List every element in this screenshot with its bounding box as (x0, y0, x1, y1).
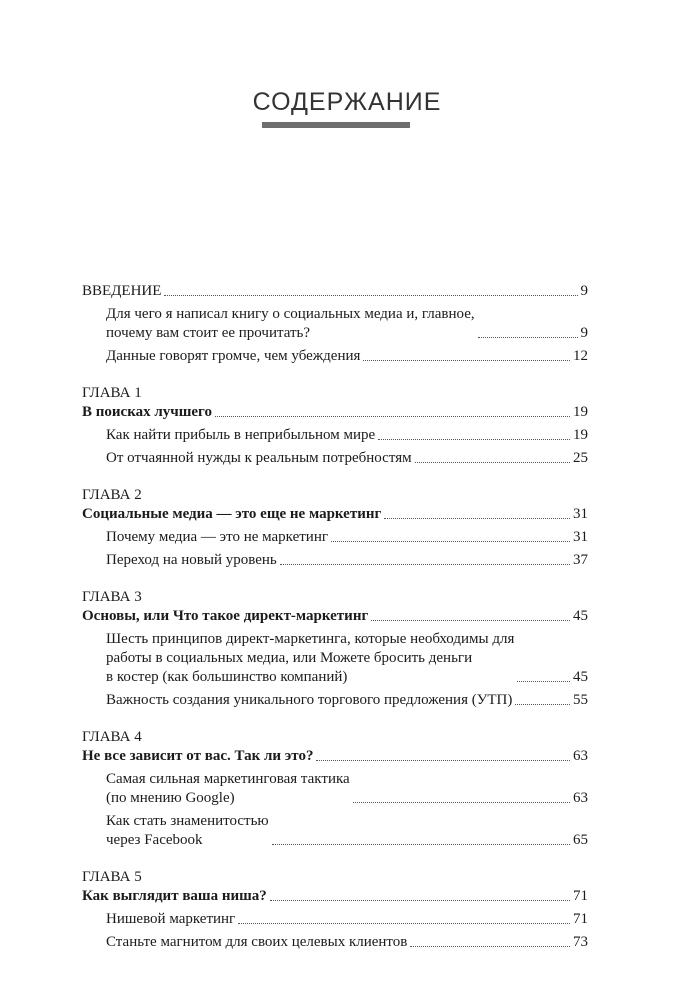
page-title: СОДЕРЖАНИЕ (252, 88, 442, 116)
dot-leader (238, 923, 570, 924)
dot-leader (270, 900, 570, 901)
page-number: 25 (573, 450, 588, 466)
entry-title: Для чего я написал книгу о социальных медиа и, главное, почему вам стоит ее прочитать? (106, 306, 475, 341)
page-number: 19 (573, 427, 588, 443)
entry-title: Нишевой маркетинг (106, 911, 236, 927)
toc-entry-chapter-1[interactable] (82, 403, 588, 422)
entry-title: Как выглядит ваша ниша? (82, 888, 267, 904)
dot-leader (478, 337, 578, 338)
entry-title: ВВЕДЕНИЕ (82, 283, 162, 299)
chapter-label: ГЛАВА 5 (82, 869, 142, 885)
page-number: 63 (573, 748, 588, 764)
page-number: 71 (573, 888, 588, 904)
entry-title: От отчаянной нужды к реальным потребностям (106, 450, 412, 466)
title-underline-bar (262, 122, 410, 128)
entry-title: Шесть принципов директ-маркетинга, которые необходимы для работы в социальных медиа, или Можете бросить деньги в костер (как большинство компаний) (106, 631, 515, 685)
toc-subentry[interactable] (82, 305, 588, 343)
toc-entry-intro[interactable] (82, 282, 588, 301)
toc-subentry[interactable] (82, 551, 588, 570)
entry-title: Как найти прибыль в неприбыльном мире (106, 427, 376, 443)
toc-entry-chapter-5[interactable] (82, 887, 588, 906)
toc-subentry[interactable] (82, 347, 588, 366)
dot-leader (215, 416, 570, 417)
toc-entry-chapter-3[interactable] (82, 607, 588, 626)
toc-subentry[interactable] (82, 449, 588, 468)
page-number: 37 (573, 552, 588, 568)
entry-title: Важность создания уникального торгового предложения (УТП) (106, 692, 513, 708)
page-number: 9 (580, 283, 588, 299)
page-number: 55 (573, 692, 588, 708)
page-number: 9 (580, 325, 588, 341)
dot-leader (517, 681, 570, 682)
toc-entry-chapter-4[interactable] (82, 747, 588, 766)
toc-subentry[interactable] (82, 630, 588, 687)
chapter-label: ГЛАВА 4 (82, 729, 142, 745)
dot-leader (384, 518, 570, 519)
dot-leader (371, 620, 570, 621)
toc-subentry[interactable] (82, 528, 588, 547)
entry-title: Станьте магнитом для своих целевых клиентов (106, 934, 408, 950)
dot-leader (353, 802, 570, 803)
dot-leader (515, 704, 570, 705)
dot-leader (378, 439, 570, 440)
entry-title: Основы, или Что такое директ-маркетинг (82, 608, 369, 624)
dot-leader (415, 462, 570, 463)
chapter-label: ГЛАВА 1 (82, 385, 142, 401)
page-number: 45 (573, 669, 588, 685)
dot-leader (363, 360, 570, 361)
toc-subentry[interactable] (82, 933, 588, 952)
toc-subentry[interactable] (82, 426, 588, 445)
dot-leader (316, 760, 570, 761)
entry-title: Не все зависит от вас. Так ли это? (82, 748, 314, 764)
toc-subentry[interactable] (82, 691, 588, 710)
page-number: 12 (573, 348, 588, 364)
page-number: 73 (573, 934, 588, 950)
toc-entry-chapter-2[interactable] (82, 505, 588, 524)
page-number: 31 (573, 506, 588, 522)
entry-title: Как стать знаменитостью через Facebook (106, 813, 269, 848)
dot-leader (272, 844, 570, 845)
entry-title: Самая сильная маркетинговая тактика (по мнению Google) (106, 771, 350, 806)
page-number: 71 (573, 911, 588, 927)
toc-subentry[interactable] (82, 770, 588, 808)
entry-title: Социальные медиа — это еще не маркетинг (82, 506, 382, 522)
entry-title: В поисках лучшего (82, 404, 212, 420)
page-number: 45 (573, 608, 588, 624)
dot-leader (280, 564, 570, 565)
entry-title: Почему медиа — это не маркетинг (106, 529, 329, 545)
toc-subentry[interactable] (82, 812, 588, 850)
toc-subentry[interactable] (82, 910, 588, 929)
dot-leader (164, 295, 577, 296)
chapter-label: ГЛАВА 3 (82, 589, 142, 605)
page-number: 63 (573, 790, 588, 806)
page-number: 65 (573, 832, 588, 848)
entry-title: Данные говорят громче, чем убеждения (106, 348, 361, 364)
table-of-contents (82, 282, 588, 952)
dot-leader (331, 541, 570, 542)
page-number: 31 (573, 529, 588, 545)
entry-title: Переход на новый уровень (106, 552, 277, 568)
chapter-label: ГЛАВА 2 (82, 487, 142, 503)
dot-leader (410, 946, 570, 947)
page-number: 19 (573, 404, 588, 420)
